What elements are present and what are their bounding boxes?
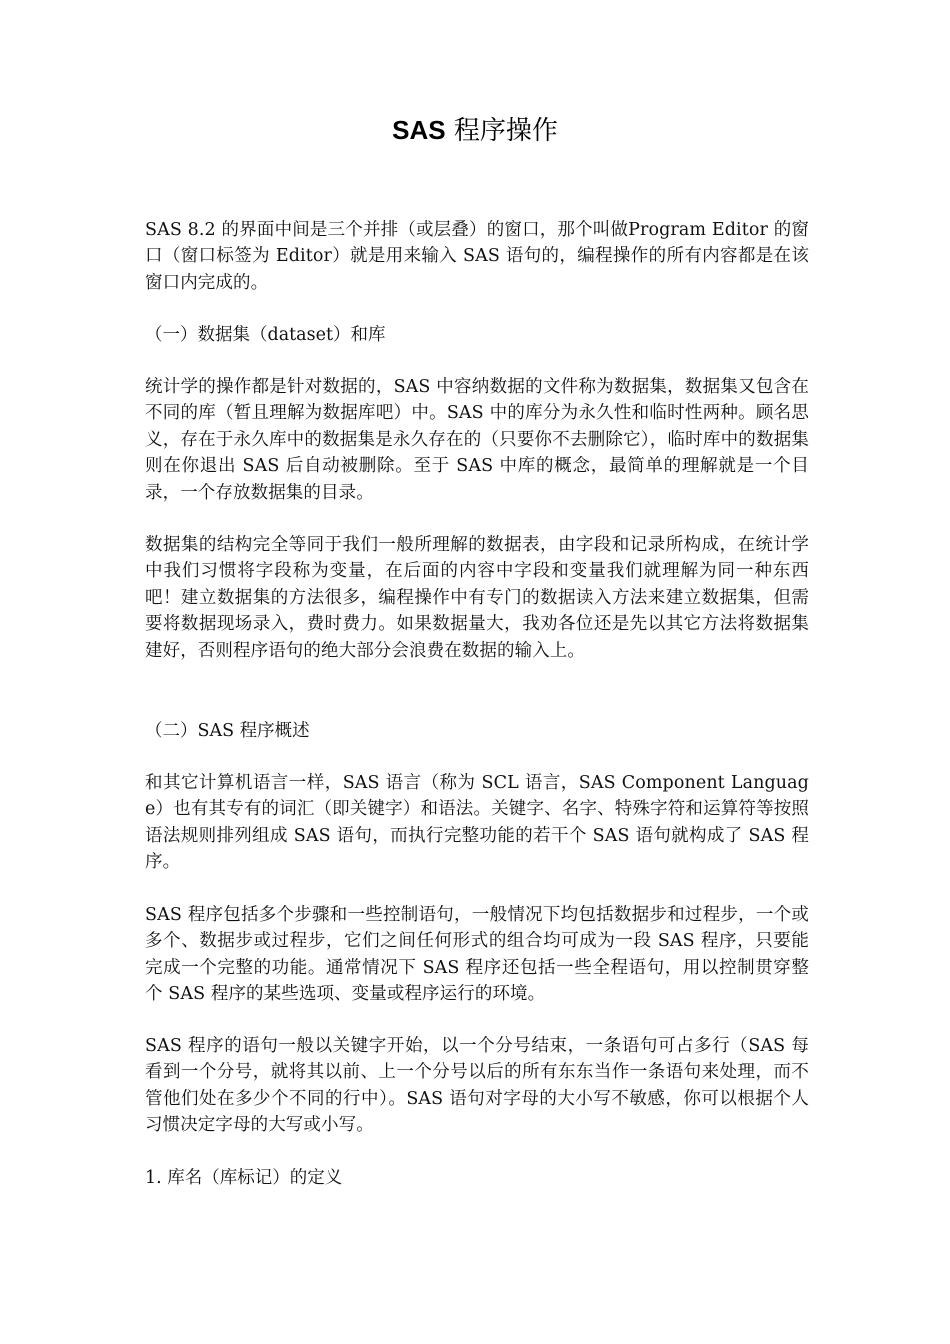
paragraph-dataset-library: 统计学的操作都是针对数据的，SAS 中容纳数据的文件称为数据集，数据集又包含在不同的库（暂且理解为数据库吧）中。SAS 中的库分为永久性和临时性两种。顾名思义，存在于永久库中的数据集是永久存在的（只要你不去删除它），临时库中的数据集则在你退出 SAS 后自动被删除。至于 SAS 中库的概念，最简单的理解就是一个目录，一个存放数据集的目录。: [145, 377, 809, 503]
paragraph-program-steps: SAS 程序包括多个步骤和一些控制语句，一般情况下均包括数据步和过程步，一个或多个、数据步或过程步，它们之间任何形式的组合均可成为一段 SAS 程序，只要能完成一个完整的功能。通常情况下 SAS 程序还包括一些全程语句，用以控制贯穿整个 SAS 程序的某些选项、变量或程序运行的环境。: [145, 905, 809, 1005]
section-heading-program-overview: （二）SAS 程序概述: [145, 721, 310, 741]
title-cjk: 程序操作: [445, 116, 558, 146]
section-heading-dataset: （一）数据集（dataset）和库: [145, 325, 386, 345]
document-title: [0, 112, 950, 149]
paragraph-dataset-structure: 数据集的结构完全等同于我们一般所理解的数据表，由字段和记录所构成，在统计学中我们习惯将字段称为变量，在后面的内容中字段和变量我们就理解为同一种东西吧！建立数据集的方法很多，编程操作中有专门的数据读入方法来建立数据集，但需要将数据现场录入，费时费力。如果数据量大，我劝各位还是先以其它方法将数据集建好，否则程序语句的绝大部分会浪费在数据的输入上。: [145, 535, 809, 661]
paragraph-statements: SAS 程序的语句一般以关键字开始，以一个分号结束，一条语句可占多行（SAS 每看到一个分号，就将其以前、上一个分号以后的所有东东当作一条语句来处理，而不管他们处在多少个不同的行中）。SAS 语句对字母的大小写不敏感，你可以根据个人习惯决定字母的大写或小写。: [145, 1036, 809, 1136]
paragraph-intro: SAS 8.2 的界面中间是三个并排（或层叠）的窗口，那个叫做Program Editor 的窗口（窗口标签为 Editor）就是用来输入 SAS 语句的，编程操作的所有内容都是在该窗口内完成的。: [145, 220, 809, 293]
title-latin: SAS: [392, 115, 446, 145]
paragraph-sas-language: 和其它计算机语言一样，SAS 语言（称为 SCL 语言，SAS Component Language）也有其专有的词汇（即关键字）和语法。关键字、名字、特殊字符和运算符等按照语法规则排列组成 SAS 语句，而执行完整功能的若干个 SAS 语句就构成了 SAS 程序。: [145, 773, 809, 873]
subsection-heading-libname: 1. 库名（库标记）的定义: [145, 1168, 343, 1188]
